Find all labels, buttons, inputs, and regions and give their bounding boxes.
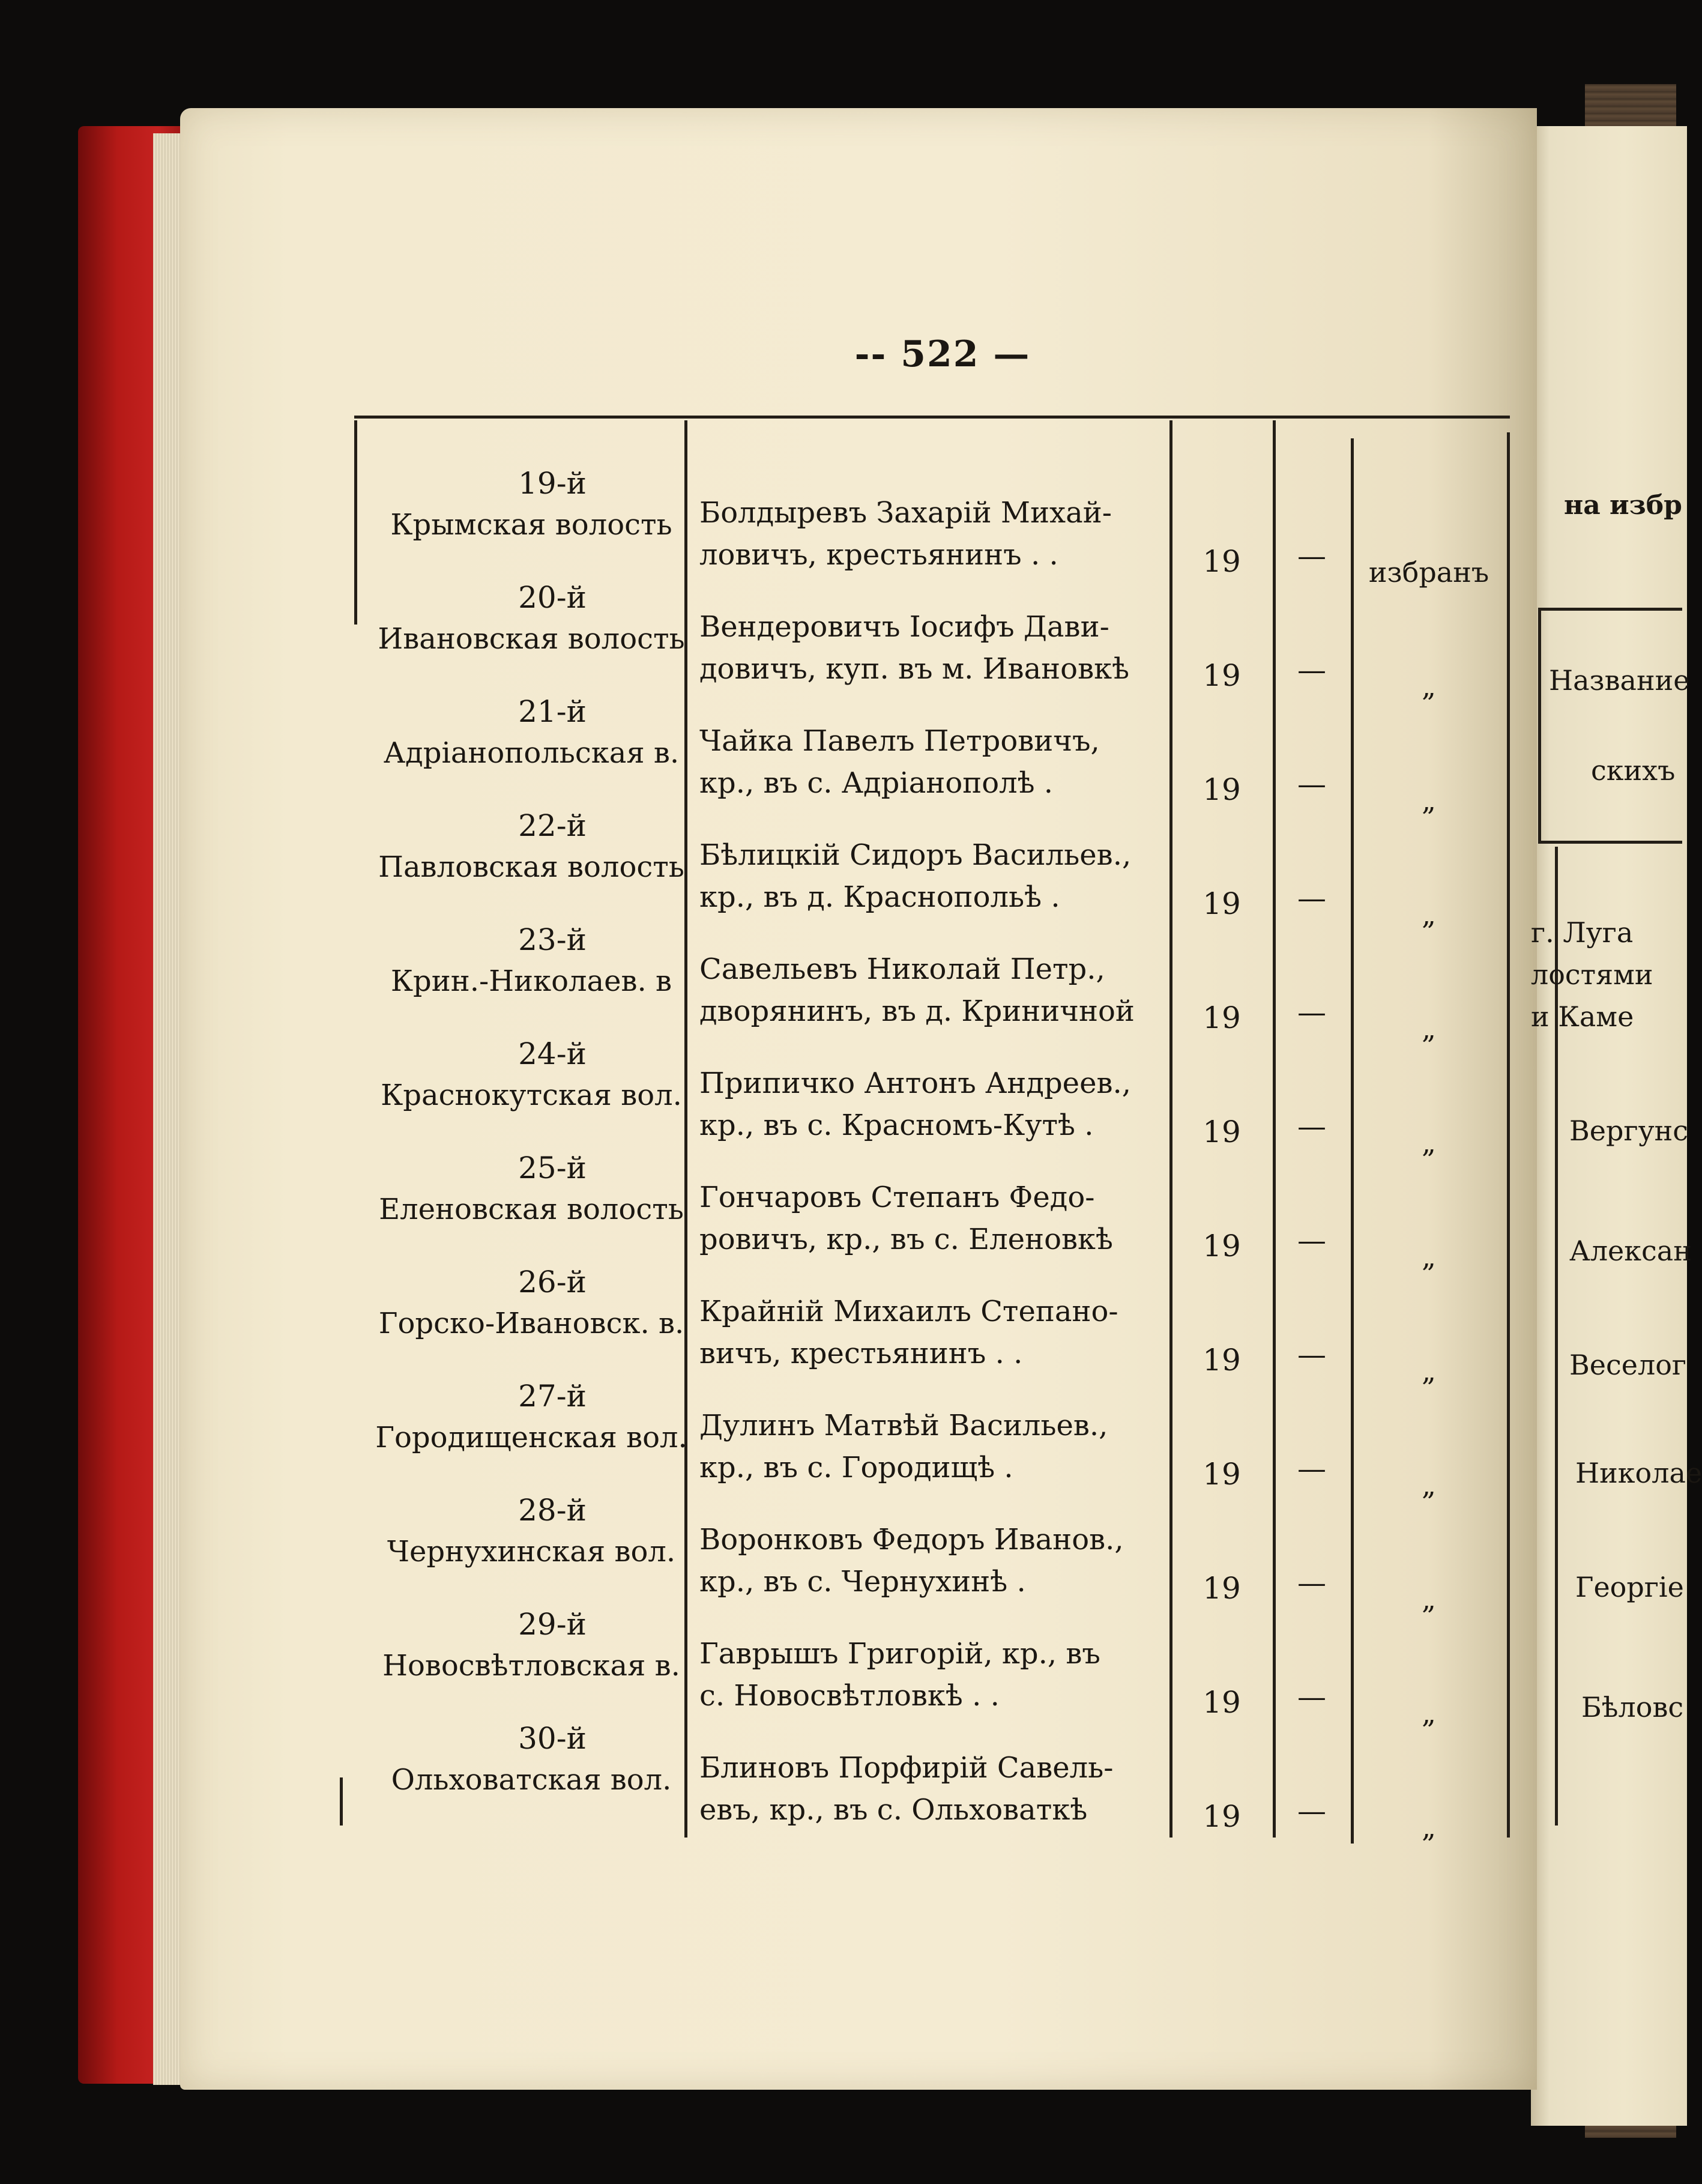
- dash-mark: —: [1297, 882, 1326, 915]
- result-value: „: [1422, 784, 1436, 817]
- candidate-line-2: кр., въ с. Адріанополѣ .: [699, 766, 1054, 800]
- candidate-line-1: Болдыревъ Захарій Михай-: [699, 496, 1112, 530]
- right-col-header-2: скихъ: [1591, 754, 1676, 787]
- volost-name: Еленовская волость: [379, 1193, 684, 1226]
- age-value: 19: [1203, 1343, 1241, 1378]
- candidate-line-1: Воронковъ Федоръ Иванов.,: [699, 1523, 1124, 1556]
- right-entry: г. Луга: [1531, 916, 1634, 949]
- right-table-top-rule: [1538, 608, 1682, 611]
- dash-mark: —: [1297, 1452, 1326, 1486]
- dash-mark: —: [1297, 1224, 1326, 1257]
- candidate-line-1: Блиновъ Порфирій Савель-: [699, 1751, 1114, 1785]
- volost-number: 24-й: [518, 1036, 587, 1071]
- age-value: 19: [1203, 658, 1241, 693]
- table-top-rule: [354, 416, 1510, 419]
- volost-number: 20-й: [518, 580, 587, 615]
- dash-mark: —: [1297, 539, 1326, 573]
- volost-number: 26-й: [518, 1265, 587, 1299]
- age-value: 19: [1203, 772, 1241, 807]
- result-value: „: [1422, 1127, 1436, 1159]
- candidate-line-1: Чайка Павелъ Петровичъ,: [699, 724, 1100, 758]
- volost-name: Ольховатская вол.: [391, 1763, 672, 1797]
- candidate-line-2: довичъ, куп. въ м. Ивановкѣ: [699, 652, 1130, 686]
- right-entry: Николаe: [1575, 1457, 1702, 1489]
- volost-number: 25-й: [518, 1151, 587, 1185]
- dash-mark: —: [1297, 1110, 1326, 1143]
- left-border-stub: [340, 1777, 343, 1826]
- age-value: 19: [1203, 886, 1241, 921]
- candidate-line-1: Дулинъ Матвѣй Васильев.,: [699, 1409, 1108, 1442]
- dash-mark: —: [1297, 1680, 1326, 1714]
- volost-number: 30-й: [518, 1721, 587, 1756]
- left-border-rule: [354, 420, 357, 625]
- candidate-line-2: кр., въ с. Городищѣ .: [699, 1451, 1013, 1484]
- candidate-line-1: Гончаровъ Степанъ Федо-: [699, 1181, 1095, 1214]
- candidate-line-2: с. Новосвѣтловкѣ . .: [699, 1679, 1000, 1713]
- volost-name: Чернухинская вол.: [387, 1535, 676, 1568]
- dash-mark: —: [1297, 1338, 1326, 1372]
- result-value: избранъ: [1368, 556, 1489, 588]
- age-value: 19: [1203, 1685, 1241, 1720]
- volost-number: 28-й: [518, 1493, 587, 1528]
- right-table-left-rule: [1538, 608, 1541, 842]
- volost-name: Ивановская волость: [378, 622, 685, 656]
- right-entry: Алексан: [1569, 1235, 1692, 1267]
- age-value: 19: [1203, 1799, 1241, 1834]
- candidate-line-2: вичъ, крестьянинъ . .: [699, 1337, 1023, 1370]
- right-entry: Георгiе: [1575, 1571, 1684, 1603]
- dash-mark: —: [1297, 1794, 1326, 1828]
- volost-name: Городищенская вол.: [375, 1421, 687, 1454]
- right-header-rule: [1538, 841, 1682, 844]
- result-value: „: [1422, 1583, 1436, 1615]
- right-entry: Бѣловс: [1581, 1691, 1684, 1723]
- column-divider-3: [1273, 420, 1276, 1838]
- result-value: „: [1422, 1012, 1436, 1045]
- column-divider-4: [1351, 438, 1354, 1844]
- volost-name: Крин.-Николаев. в: [390, 964, 672, 998]
- dash-mark: —: [1297, 653, 1326, 687]
- age-value: 19: [1203, 1000, 1241, 1035]
- candidate-line-2: кр., въ д. Краснопольѣ .: [699, 880, 1060, 914]
- candidate-line-1: Бѣлицкій Сидоръ Васильев.,: [699, 838, 1132, 872]
- volost-name: Павловская волость: [378, 850, 684, 884]
- candidate-line-2: ловичъ, крестьянинъ . .: [699, 538, 1058, 572]
- candidate-line-2: ровичъ, кр., въ с. Еленовкѣ: [699, 1223, 1113, 1256]
- candidate-line-2: евъ, кр., въ с. Ольховаткѣ: [699, 1793, 1088, 1827]
- result-value: „: [1422, 1697, 1436, 1729]
- volost-number: 21-й: [518, 694, 587, 729]
- volost-number: 22-й: [518, 808, 587, 843]
- candidate-line-1: Припичко Антонъ Андреев.,: [699, 1066, 1132, 1100]
- volost-number: 23-й: [518, 922, 587, 957]
- right-border-rule: [1507, 432, 1510, 1838]
- dash-mark: —: [1297, 1566, 1326, 1600]
- result-value: „: [1422, 670, 1436, 703]
- result-value: „: [1422, 1469, 1436, 1501]
- volost-name: Горско-Ивановск. в.: [378, 1307, 684, 1340]
- candidate-line-2: кр., въ с. Чернухинѣ .: [699, 1565, 1026, 1599]
- volost-number: 19-й: [518, 466, 587, 501]
- right-entry: и Каме: [1531, 1000, 1634, 1033]
- candidate-line-2: дворянинъ, въ д. Криничной: [699, 994, 1135, 1028]
- candidate-line-1: Крайній Михаилъ Степано-: [699, 1295, 1118, 1328]
- dash-mark: —: [1297, 996, 1326, 1029]
- volost-name: Крымская волость: [390, 508, 672, 542]
- dash-mark: —: [1297, 767, 1326, 801]
- right-column-rule: [1555, 847, 1558, 1826]
- right-entry: лостями: [1531, 958, 1653, 991]
- age-value: 19: [1203, 544, 1241, 579]
- result-value: „: [1422, 1355, 1436, 1387]
- volost-number: 27-й: [518, 1379, 587, 1414]
- candidate-line-1: Гаврышъ Григорій, кр., въ: [699, 1637, 1100, 1671]
- result-value: „: [1422, 1241, 1436, 1273]
- age-value: 19: [1203, 1229, 1241, 1263]
- right-col-header-1: Название: [1549, 664, 1690, 697]
- volost-name: Адріанопольская в.: [383, 736, 680, 770]
- right-heading: на избр: [1564, 490, 1682, 521]
- volost-name: Новосвѣтловская в.: [382, 1649, 680, 1683]
- volost-name: Краснокутская вол.: [381, 1078, 682, 1112]
- age-value: 19: [1203, 1115, 1241, 1149]
- candidate-line-1: Вендеровичъ Іосифъ Дави-: [699, 610, 1109, 644]
- page-number: -- 522 —: [854, 333, 1031, 375]
- age-value: 19: [1203, 1457, 1241, 1492]
- result-value: „: [1422, 1811, 1436, 1844]
- volost-number: 29-й: [518, 1607, 587, 1642]
- candidate-line-1: Савельевъ Николай Петр.,: [699, 952, 1105, 986]
- age-value: 19: [1203, 1571, 1241, 1606]
- right-entry: Вергунс: [1569, 1115, 1689, 1147]
- result-value: „: [1422, 898, 1436, 931]
- right-entry: Веселог: [1569, 1349, 1687, 1381]
- candidate-line-2: кр., въ с. Красномъ-Кутѣ .: [699, 1109, 1094, 1142]
